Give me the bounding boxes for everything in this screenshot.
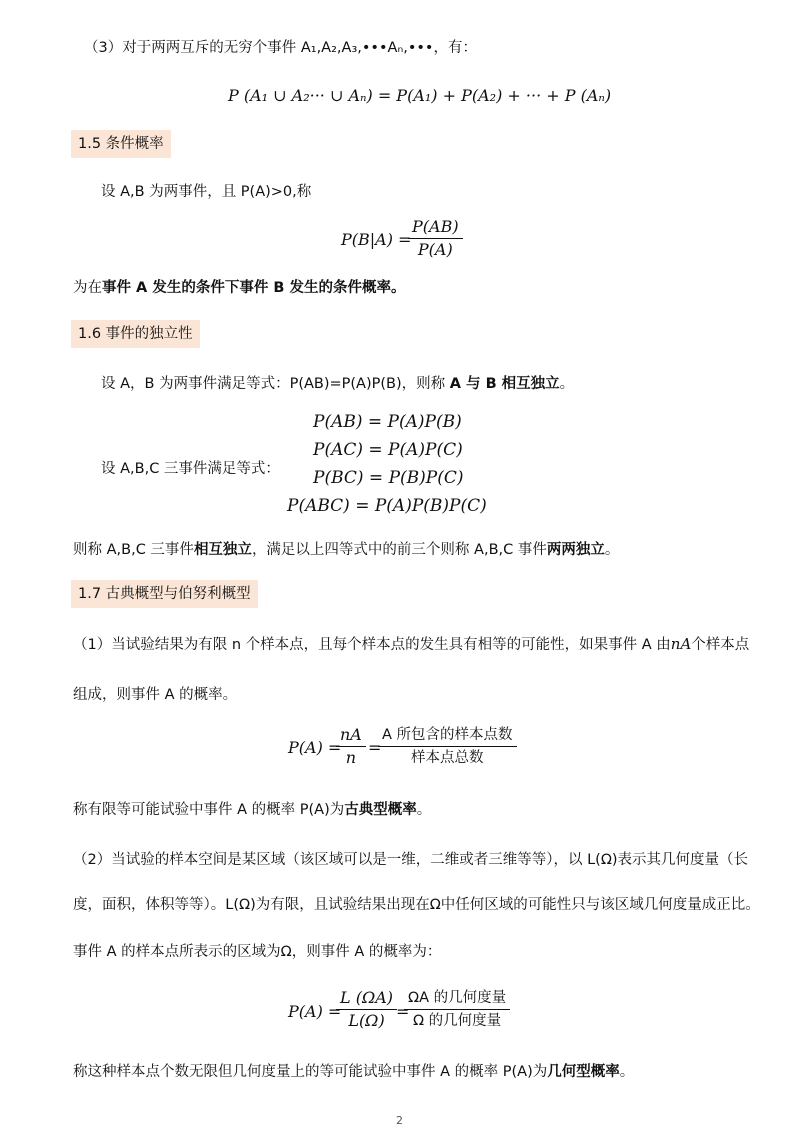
- sec16-line1-post: 。: [559, 376, 575, 392]
- classical-num-2: A 所包含的样本点数: [382, 727, 513, 743]
- sec16-concl-pre: 则称 A,B,C 三事件: [73, 542, 194, 558]
- sec15-intro: 设 A,B 为两事件，且 P(A)>0,称: [101, 184, 312, 200]
- section-heading-1-7: 1.7 古典概型与伯努利概型: [71, 580, 258, 608]
- p2-concl-pre: 称这种样本点个数无限但几何度量上的等可能试验中事件 A 的概率 P(A)为: [73, 1064, 548, 1080]
- classical-lhs: P(A) =: [288, 738, 342, 757]
- cond-prob-fraction: [408, 216, 463, 261]
- sec17-p2-line3: 事件 A 的样本点所表示的区域为Ω，则事件 A 的概率为：: [73, 944, 442, 960]
- geometric-equals: =: [396, 1002, 410, 1021]
- sec17-p1-a: （1）当试验结果为有限 n 个样本点，且每个样本点的发生具有相等的可能性，如果事件 A 由: [73, 637, 671, 653]
- classical-equals: =: [368, 738, 382, 757]
- p1-concl-pre: 称有限等可能试验中事件 A 的概率 P(A)为: [73, 802, 345, 818]
- sec16-three-label: 设 A,B,C 三事件满足等式：: [101, 461, 280, 477]
- sec17-p2-conclusion: [73, 1060, 634, 1081]
- classical-fraction-2: [378, 724, 517, 769]
- item3-prefix: （3）对于两两互斥的无穷个事件: [84, 40, 301, 56]
- page-number: 2: [396, 1114, 403, 1127]
- indep-eq-3: P(BC) = P(B)P(C): [313, 468, 464, 488]
- classical-num-1: nA: [340, 725, 362, 744]
- geometric-den-2: Ω 的几何度量: [412, 1013, 502, 1029]
- geometric-lhs: P(A) =: [288, 1002, 342, 1021]
- classical-den-2: 样本点总数: [411, 750, 484, 766]
- sec16-concl-mid: ，满足以上四等式中的前三个则称 A,B,C 事件: [251, 542, 547, 558]
- sec17-p2-line1: （2）当试验的样本空间是某区域（该区域可以是一维，二维或者三维等等），以 L(Ω)表示其几何度量（长: [73, 852, 749, 868]
- sec17-p1-line2: 组成，则事件 A 的概率。: [73, 687, 238, 703]
- union-equation: P (A₁ ∪ A₂··· ∪ Aₙ) = P(A₁) + P(A₂) + ··· + P (Aₙ): [228, 86, 612, 105]
- sec15-conclusion: 为在事件 A 发生的条件下事件 B 发生的条件概率。: [73, 280, 406, 296]
- sec16-line1-pre: 设 A，B 为两事件满足等式：P(AB)=P(A)P(B)，则称: [101, 376, 450, 392]
- geometric-den-1: L(Ω): [348, 1011, 385, 1030]
- p2-concl-post: 。: [619, 1064, 635, 1080]
- p1-concl-post: 。: [416, 802, 432, 818]
- sec17-p1-b: 个样本点: [691, 637, 750, 653]
- indep-eq-2: P(AC) = P(A)P(C): [313, 440, 463, 460]
- p2-concl-bold: 几何型概率: [547, 1064, 620, 1080]
- indep-eq-4: P(ABC) = P(A)P(B)P(C): [287, 496, 487, 516]
- sec16-concl-bold1: 相互独立: [193, 542, 252, 558]
- geometric-num-1: L (ΩA): [340, 988, 394, 1007]
- sec16-line1: [101, 372, 574, 393]
- cond-prob-denominator: P(A): [417, 240, 453, 259]
- classical-den-1: n: [345, 748, 357, 767]
- sec16-concl-post: 。: [604, 542, 620, 558]
- sec17-p1-conclusion: [73, 798, 431, 819]
- cond-prob-lhs: P(B|A) =: [341, 230, 412, 249]
- item3-suffix: ，有：: [433, 40, 477, 56]
- n-a-symbol: nA: [670, 635, 692, 653]
- geometric-fraction-1: [336, 987, 397, 1032]
- item3-text: [84, 36, 477, 57]
- sec16-conclusion: [73, 538, 619, 559]
- indep-eq-1: P(AB) = P(A)P(B): [313, 412, 462, 432]
- section-heading-1-6: 1.6 事件的独立性: [71, 320, 200, 348]
- section-heading-1-5: 1.5 条件概率: [71, 130, 171, 158]
- classical-fraction-1: [336, 724, 366, 769]
- item3-events: A₁,A₂,A₃,•••Aₙ,•••: [300, 40, 434, 56]
- sec17-p1-line1: [73, 633, 749, 654]
- geometric-fraction-2: [404, 987, 510, 1032]
- sec16-concl-bold2: 两两独立: [546, 542, 605, 558]
- geometric-num-2: ΩA 的几何度量: [408, 990, 507, 1006]
- sec17-p2-line2: 度，面积，体积等等）。L(Ω)为有限，且试验结果出现在Ω中任何区域的可能性只与该区域几何度量成正比。: [73, 897, 760, 913]
- cond-prob-numerator: P(AB): [412, 217, 459, 236]
- p1-concl-bold: 古典型概率: [344, 802, 417, 818]
- sec16-line1-bold: A 与 B 相互独立: [449, 376, 560, 392]
